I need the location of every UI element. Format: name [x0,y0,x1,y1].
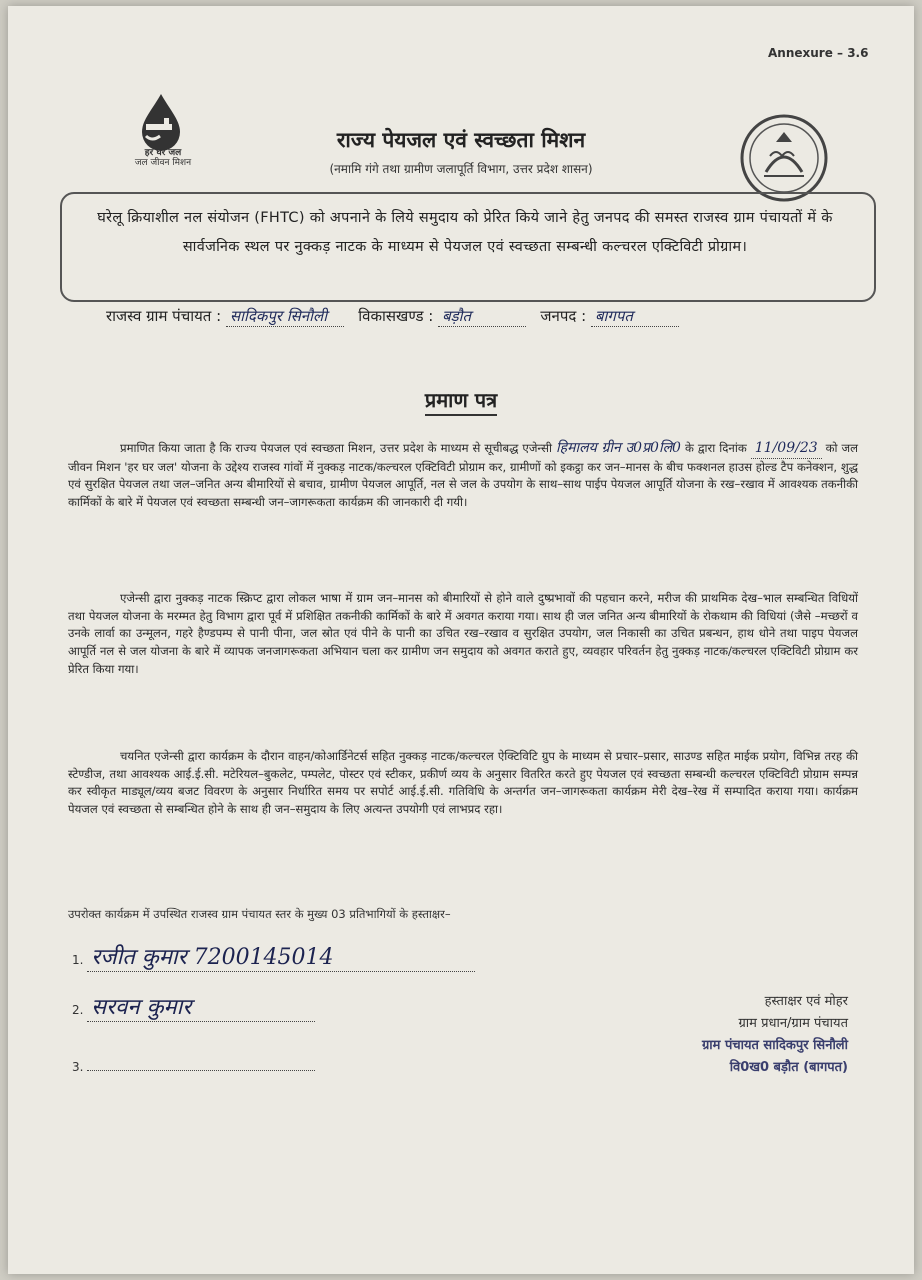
org-title: राज्य पेयजल एवं स्वच्छता मिशन [336,127,586,152]
paragraph-1: प्रमाणित किया जाता है कि राज्य पेयजल एवं स्वच्छता मिशन, उत्तर प्रदेश के माध्यम से सूचीबद्ध एजेन्सी हिमालय ग्रीन उ0प्र0लि0 के द्वारा दिनांक 11/09/23 को जल जीवन मिशन 'हर घर जल' योजना के उद्देश्य राजस्व गांवों में नुक्कड़ नाटक/कल्चरल एक्टिविटी प्रोग्राम कर, ग्रामीणों को इकट्ठा कर जन–मानस के बीच फक्शनल हाउस होल्ड टैप कनेक्शन, शुद्ध एवं सुरक्षित पेयजल तथा जल–जनित अन्य बीमारियों से बचाव, ग्रामीण पेयजल आपूर्ति, नल से जल के उपयोग के साथ–साथ पाईप पेयजल आपूर्ति योजना के रख–रखाव में आवश्यक तकनीकी कार्मिकों के बारे में पेयजल एवं स्वच्छता सम्बन्धी जन–जागरूकता कार्यक्रम की जानकारी दी गयी। [68,440,859,510]
signature-value [87,1056,315,1071]
signature-value: रजीत कुमार 7200145014 [87,941,475,972]
block-label: विकासखण्ड : [358,307,434,325]
annexure-label: Annexure – 3.6 [768,46,869,60]
document-page [8,6,914,1274]
org-subtitle: (नमामि गंगे तथा ग्रामीण जलापूर्ति विभाग, उत्तर प्रदेश शासन) [329,162,593,176]
certificate-title: प्रमाण पत्र [8,386,914,413]
left-logo-caption: हर घर जल जल जीवन मिशन [134,148,192,168]
seal-role: ग्राम प्रधान/ग्राम पंचायत [738,1016,848,1031]
agency-name: हिमालय ग्रीन उ0प्र0लि0 [556,440,681,456]
signature-value: सरवन कुमार [87,991,315,1022]
participant-signature-3: 3. [72,1056,315,1074]
location-fields [106,306,679,327]
program-date: 11/09/23 [751,440,822,459]
paragraph-2: एजेन्सी द्वारा नुक्कड़ नाटक स्क्रिप्ट द्वारा लोकल भाषा में ग्राम जन–मानस को बीमारियों से होने वाले दुष्प्रभावों की पहचान करने, मरीज की प्राथमिक देख–भाल सम्बन्धित विधियों तथा पेयजल योजना के मरम्मत हेतु विभाग द्वारा पूर्व में प्रशिक्षित तकनीकी कार्मिकों के बारे में अवगत कराया गया। साथ ही जल जनित अन्य बीमारियों के रोकथाम की विधियां (जैसे –मच्छरों व उनके लार्वा का उन्मूलन, गहरे हैण्डपम्प से पानी पीना, जल स्रोत एवं पीने के पानी का उचित रख–रखाव व सुरक्षित उपयोग, जल निकासी का उचित प्रबन्धन, हाथ धोने तथा पाइप पेयजल आपूर्ति नल से जल योजना के बारे में व्यापक जनजागरूकता अभियान चला कर ग्रामीण जन समुदाय को अवगत कराते हुए, व्यवहार परिवर्तन हेतु नुक्कड़ नाटक/कल्चरल एक्टिविटी प्रोग्राम कर प्रेरित किया गया। [68,591,858,676]
pradhan-seal-block [588,991,848,1079]
district-value: बागपत [591,306,679,327]
block-value: बड़ौत [438,306,526,327]
paragraph-3: चयनित एजेन्सी द्वारा कार्यक्रम के दौरान वाहन/कोआर्डिनेटर्स सहित नुक्कड़ नाटक/कल्चरल ऐक्टिविटि ग्रुप के माध्यम से प्रचार–प्रसार, साउण्ड सहित माईक प्रयोग, विभिन्न तरह की स्टेण्डीज, तथा आवश्यक आई.ई.सी. मटेरियल–बुकलेट, पम्पलेट, पोस्टर एवं स्टीकर, प्रकीर्ण व्यय के अनुसार वितरित करते हुए पेयजल एवं स्वच्छता सम्बन्धी कल्चरल एक्टिविटी प्रोग्राम सम्पन्न कर स्वीकृत माड्यूल/व्यय बजट विवरण के अनुसार निर्धारित समय पर सपोर्ट आई.ई.सी. गतिविधि के अन्तर्गत जन–जागरूकता कार्यक्रम मेरी देख–रेख में सम्पादित कराया गया। कार्यक्रम पेयजल एवं स्वच्छता से सम्बन्धित होने के साथ ही जन–समुदाय के लिए अत्यन्त उपयोगी एवं लाभप्रद रहा। [68,749,858,817]
seal-stamp-panchayat: ग्राम पंचायत सादिकपुर सिनौली [701,1038,848,1053]
program-description: घरेलू क्रियाशील नल संयोजन (FHTC) को अपनाने के लिये समुदाय को प्रेरित किये जाने हेतु जनपद की समस्त राजस्व ग्राम पंचायतों में के सार्वजनिक स्थल पर नुक्कड़ नाटक के माध्यम से पेयजल एवं स्वच्छता सम्बन्धी कल्चरल एक्टिविटी प्रोग्राम। [97,210,833,255]
participant-signature-1: 1. रजीत कुमार 7200145014 [72,941,475,972]
seal-heading: हस्ताक्षर एवं मोहर [764,994,848,1009]
participant-signature-2: 2. सरवन कुमार [72,991,315,1022]
panchayat-label: राजस्व ग्राम पंचायत : [106,307,222,325]
signature-intro: उपरोक्त कार्यक्रम में उपस्थित राजस्व ग्राम पंचायत स्तर के मुख्य 03 प्रतिभागियों के हस्ताक्षर– [68,907,451,921]
panchayat-value: सादिकपुर सिनौली [226,306,344,327]
seal-stamp-block: वि0ख0 बड़ौत (बागपत) [729,1060,848,1075]
district-label: जनपद : [540,307,587,325]
